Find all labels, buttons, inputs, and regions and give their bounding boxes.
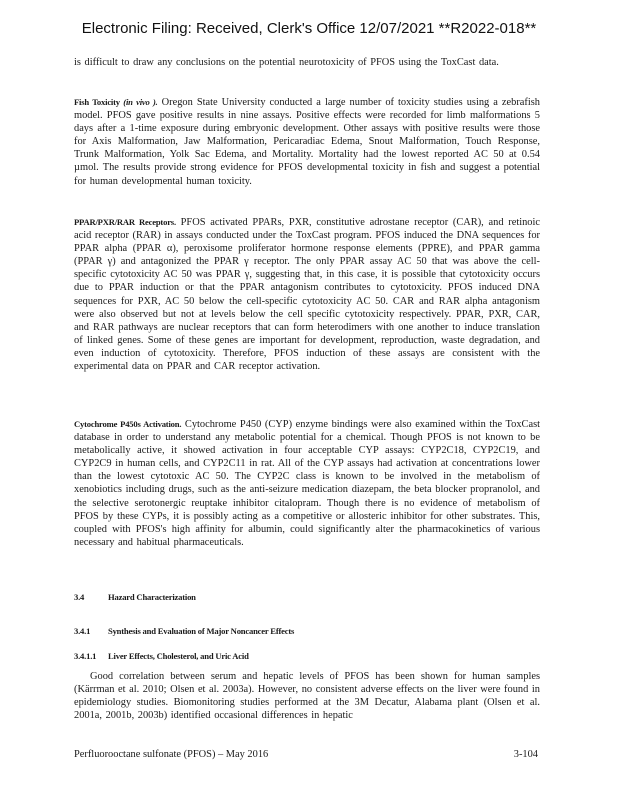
intro-text: is difficult to draw any conclusions on the potential neurotoxicity of PFOS using the ToxCast data. bbox=[74, 57, 499, 68]
section-title: Hazard Characterization bbox=[108, 592, 196, 602]
cyp-paragraph bbox=[74, 418, 540, 549]
section-3-4-1-1-heading bbox=[74, 651, 249, 661]
liver-paragraph bbox=[74, 670, 540, 722]
page-number: 3-104 bbox=[513, 749, 538, 760]
ppar-paragraph bbox=[74, 216, 540, 373]
fish-toxicity-head-italic: (in vivo ). bbox=[123, 97, 158, 107]
fish-toxicity-head-text: Fish Toxicity bbox=[74, 97, 120, 107]
cyp-text: Cytochrome P450 (CYP) enzyme bindings were also examined within the ToxCast database in order to understand any metabolic potential for a chemical. Though PFOS is not known to be metabolically active, it showed activation in four acceptable CYP assays: CYP2C18, CYP2C19, and CYP2C9 in human cells, and CYP2C11 in rat. All of the CYP assays had activation at concentrations lower than the lowest cytotoxic AC 50. The CYP2C class is known to be involved in the metabolism of xenobiotics including drugs, such as the anti-seizure medication diazepam, the beta blocker propranolol, and the selective serotonergic reuptake inhibitor citalopram. Though there is no evidence of metabolism of PFOS by these CYPs, it is possibly acting as a competitive or allosteric inhibitor for other substrates. This, coupled with PFOS's high affinity for albumin, could significantly alter the pharmacokinetics of various necessary and habitual pharmaceuticals. bbox=[74, 419, 541, 548]
cyp-heading: Cytochrome P450s Activation. bbox=[74, 419, 182, 429]
fish-toxicity-text: Oregon State University conducted a large number of toxicity studies using a zebrafish model. PFOS gave positive results in nine assays. Positive effects were recorded for limb malformations 5 days after a 1-time exposure during embryonic development. Other assays with positive results were those for Axis Malformation, Jaw Malformation, Pericaradiac Edema, Snout Malformation, Touch Response, Trunk Malformation, Yolk Sac Edema, and Mortality. Mortality had the lowest reported AC 50 at 0.54 µmol. The results provide strong evidence for PFOS developmental toxicity in fish and suggest a potential for human developmental human toxicity. bbox=[74, 97, 540, 187]
section-number: 3.4 bbox=[74, 592, 85, 602]
footer-title: Perfluorooctane sulfonate (PFOS) – May 2016 bbox=[74, 749, 269, 760]
section-3-4-heading bbox=[74, 592, 196, 602]
intro-paragraph bbox=[74, 56, 540, 69]
section-3-4-1-heading bbox=[74, 626, 294, 636]
section-title: Synthesis and Evaluation of Major Noncancer Effects bbox=[108, 626, 295, 636]
liver-text: Good correlation between serum and hepatic levels of PFOS has been shown for human samples (Kärrman et al. 2010; Olsen et al. 2003a). However, no consistent adverse effects on the liver were found in epidemiology studies. Biomonitoring studies performed at the 3M Decatur, Alabama plant (Olsen et al. 2001a, 2001b, 2003b) identified occasional differences in hepatic bbox=[74, 671, 540, 722]
fish-toxicity-heading bbox=[74, 97, 158, 107]
ppar-text: PFOS activated PPARs, PXR, constitutive adrostane receptor (CAR), and retinoic acid receptor (RAR) in assays conducted under the ToxCast program. PFOS induced the DNA sequences for PPAR alpha (PPAR α), peroxisome proliferator hormone response elements (PPRE), and PPAR gamma (PPAR γ) and antagonized the PPAR γ receptor. The only PPAR assay AC 50 that was above the cell-specific cytotoxicity AC 50 was PPAR γ, suggesting that, in this case, it is possible that cytotoxicity occurs due to PPAR induction or that the PPAR antagonism contributes to cytotoxicity. PFOS induced DNA sequences for PXR, AC 50 below the cell-specific cytotoxicity AC 50. CAR and RAR alpha antagonism were also observed but not at levels below the cell specific cytotoxicity respectively. PPAR, PXR, CAR, and RAR pathways are nuclear receptors that can form heterodimers with one another to induce translation of linked genes. Some of these genes are important for development, reproduction, waste degradation, and even induction of cytotoxicity. Therefore, PFOS induction of these assays are consistent with the experimental data on PPAR and CAR receptor activation. bbox=[74, 217, 540, 373]
section-title: Liver Effects, Cholesterol, and Uric Acid bbox=[108, 651, 249, 661]
filing-header: Electronic Filing: Received, Clerk's Office 12/07/2021 **R2022-018** bbox=[81, 20, 537, 37]
section-number: 3.4.1 bbox=[74, 626, 91, 636]
fish-toxicity-paragraph bbox=[74, 96, 540, 188]
ppar-heading: PPAR/PXR/RAR Receptors. bbox=[74, 217, 176, 227]
section-number: 3.4.1.1 bbox=[74, 651, 97, 661]
